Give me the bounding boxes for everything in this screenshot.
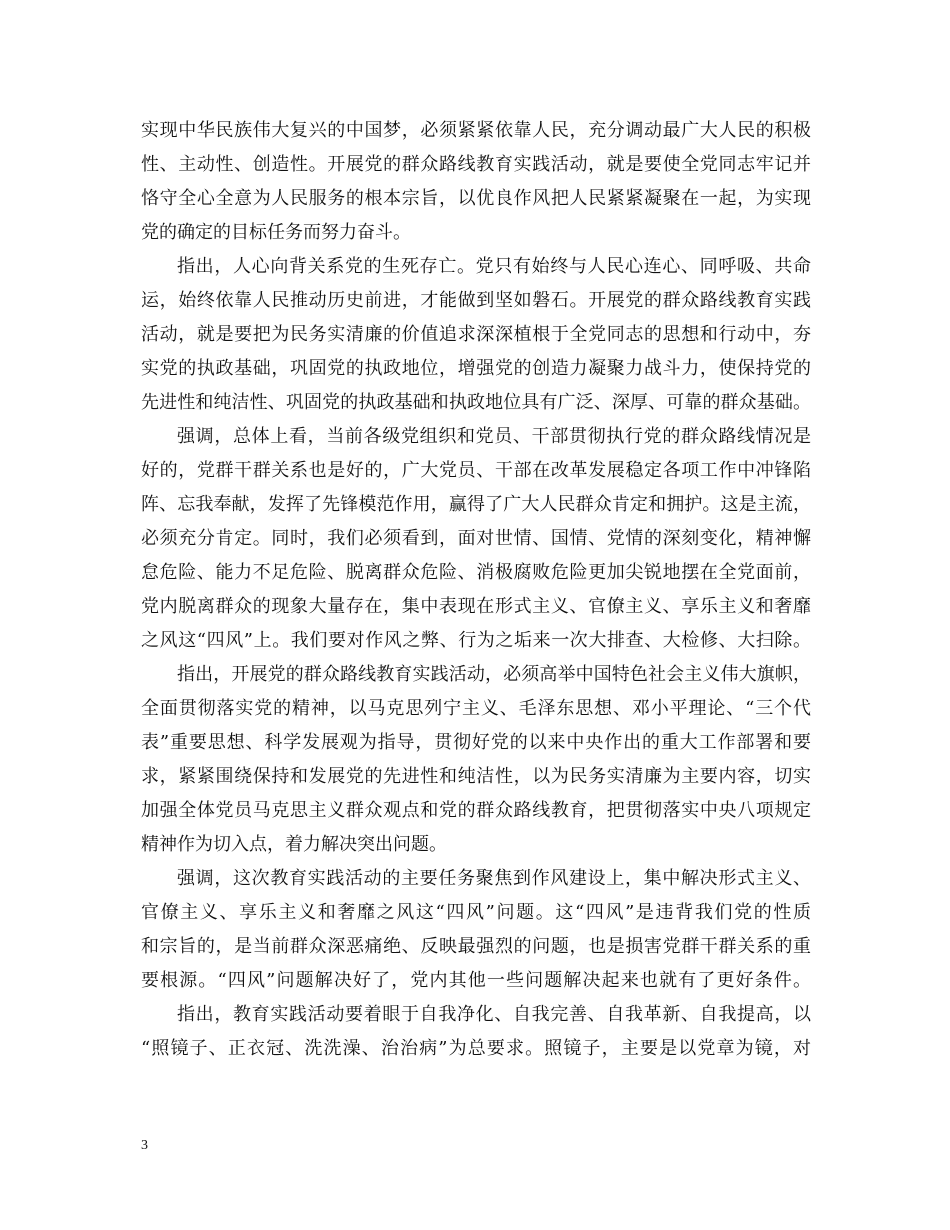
text-line: 精神作为切入点，着力解决突出问题。 (141, 834, 447, 855)
text-line: 党的确定的目标任务而努力奋斗。 (141, 222, 411, 243)
text-line: 实党的执政基础，巩固党的执政地位，增强党的创造力凝聚力战斗力，使保持党的 (141, 358, 811, 379)
text-line: 之风这“四风”上。我们要对作风之弊、行为之垢来一次大排查、大检修、大扫除。 (141, 630, 811, 651)
text-line: 先进性和纯洁性、巩固党的执政基础和执政地位具有广泛、深厚、可靠的群众基础。 (141, 392, 811, 413)
text-line: 好的，党群干群关系也是好的，广大党员、干部在改革发展稳定各项工作中冲锋陷 (141, 460, 811, 481)
text-line: 指出，教育实践活动要着眼于自我净化、自我完善、自我革新、自我提高，以 (177, 1004, 811, 1025)
text-line: 要根源。“四风”问题解决好了，党内其他一些问题解决起来也就有了更好条件。 (141, 970, 811, 991)
text-line: 阵、忘我奉献，发挥了先锋模范作用，赢得了广大人民群众肯定和拥护。这是主流， (141, 494, 811, 515)
text-line: 指出，人心向背关系党的生死存亡。党只有始终与人民心连心、同呼吸、共命 (177, 256, 811, 277)
text-line: 求，紧紧围绕保持和发展党的先进性和纯洁性，以为民务实清廉为主要内容，切实 (141, 766, 811, 787)
text-line: 怠危险、能力不足危险、脱离群众危险、消极腐败危险更加尖锐地摆在全党面前， (141, 562, 811, 583)
text-line: 必须充分肯定。同时，我们必须看到，面对世情、国情、党情的深刻变化，精神懈 (141, 528, 811, 549)
text-line: 官僚主义、享乐主义和奢靡之风这“四风”问题。这“四风”是违背我们党的性质 (141, 902, 811, 923)
text-line: 党内脱离群众的现象大量存在，集中表现在形式主义、官僚主义、享乐主义和奢靡 (141, 596, 811, 617)
text-line: 恪守全心全意为人民服务的根本宗旨，以优良作风把人民紧紧凝聚在一起，为实现 (141, 188, 811, 209)
text-line: 强调，总体上看，当前各级党组织和党员、干部贯彻执行党的群众路线情况是 (177, 426, 811, 447)
text-line: “照镜子、正衣冠、洗洗澡、治治病”为总要求。照镜子，主要是以党章为镜，对 (141, 1038, 811, 1059)
text-line: 实现中华民族伟大复兴的中国梦，必须紧紧依靠人民，充分调动最广大人民的积极 (141, 120, 811, 141)
text-line: 表”重要思想、科学发展观为指导，贯彻好党的以来中央作出的重大工作部署和要 (141, 732, 811, 753)
body-text (141, 114, 811, 1066)
page-number: 3 (141, 1138, 148, 1153)
text-line: 和宗旨的，是当前群众深恶痛绝、反映最强烈的问题，也是损害党群干群关系的重 (141, 936, 811, 957)
text-line: 性、主动性、创造性。开展党的群众路线教育实践活动，就是要使全党同志牢记并 (141, 154, 811, 175)
text-line: 加强全体党员马克思主义群众观点和党的群众路线教育，把贯彻落实中央八项规定 (141, 800, 811, 821)
text-line: 活动，就是要把为民务实清廉的价值追求深深植根于全党同志的思想和行动中，夯 (141, 324, 811, 345)
text-line: 运，始终依靠人民推动历史前进，才能做到坚如磐石。开展党的群众路线教育实践 (141, 290, 811, 311)
text-line: 全面贯彻落实党的精神，以马克思列宁主义、毛泽东思想、邓小平理论、“三个代 (141, 698, 811, 719)
text-line: 强调，这次教育实践活动的主要任务聚焦到作风建设上，集中解决形式主义、 (177, 868, 811, 889)
text-line: 指出，开展党的群众路线教育实践活动，必须高举中国特色社会主义伟大旗帜， (177, 664, 811, 685)
